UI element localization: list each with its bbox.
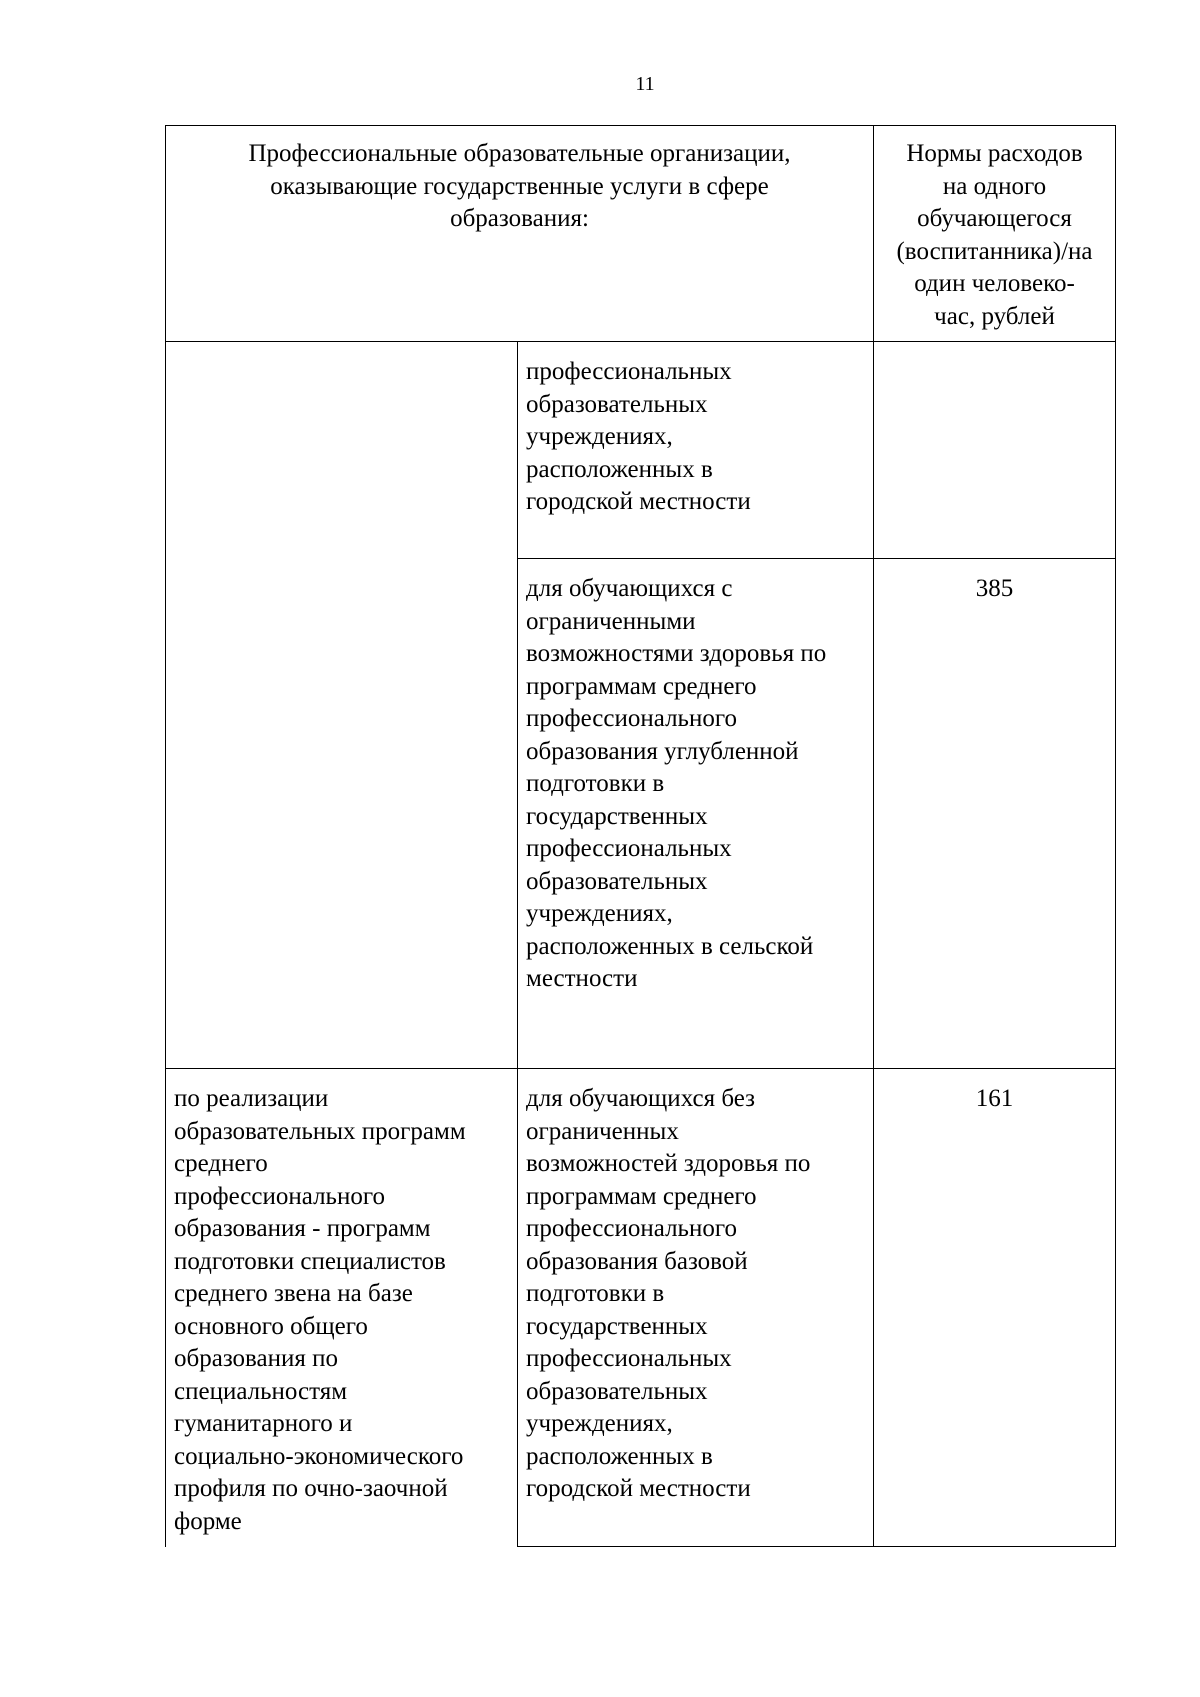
- category-cell: для обучающихся без ограниченных возможностей здоровья по программам среднего профессионального образования базовой подготовки в государственных профессиональных образовательных учреждениях, расположенных в городской местности: [518, 1069, 874, 1547]
- norm-value-cell: [874, 342, 1116, 559]
- table-header-row: [166, 126, 1116, 342]
- category-cell: для обучающихся с ограниченными возможностями здоровья по программам среднего профессионального образования углубленной подготовки в государственных профессиональных образовательных учреждениях, расположенных в сельской местности: [518, 559, 874, 1069]
- page-number: 11: [635, 73, 655, 95]
- expense-norms-table: [165, 125, 1116, 1547]
- norm-value-cell: 161: [874, 1069, 1116, 1547]
- norm-value-cell: 385: [874, 559, 1116, 1069]
- table-row: [166, 1069, 1116, 1547]
- program-cell: [166, 342, 518, 1069]
- table-row: [166, 342, 1116, 559]
- organizations-header: Профессиональные образовательные организации, оказывающие государственные услуги в сфере образования:: [166, 126, 874, 342]
- category-cell: профессиональных образовательных учреждениях, расположенных в городской местности: [518, 342, 874, 559]
- norms-header: Нормы расходов на одного обучающегося (воспитанника)/на один человеко- час, рублей: [874, 126, 1116, 342]
- program-cell: по реализации образовательных программ среднего профессионального образования - программ подготовки специалистов среднего звена на базе основного общего образования по специальностям гуманитарного и социально-экономического профиля по очно-заочной форме: [166, 1069, 518, 1547]
